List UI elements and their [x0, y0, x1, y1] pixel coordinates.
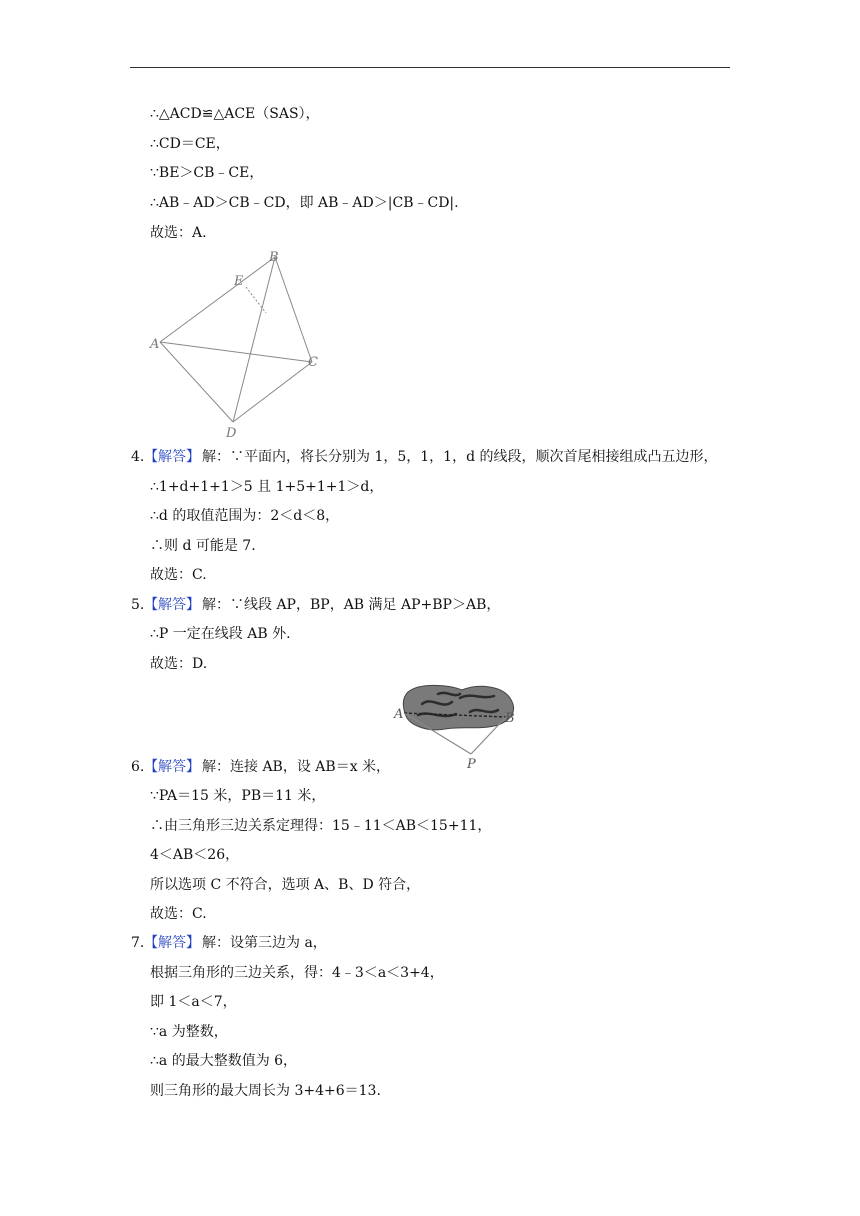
- text-line: 故选：A.: [150, 225, 207, 241]
- text-line: 根据三角形的三边关系，得：4﹣3＜a＜3+4，: [150, 965, 444, 981]
- text-line: 4＜AB＜26，: [150, 847, 240, 863]
- text-line: ∴P 一定在线段 AB 外.: [150, 626, 291, 642]
- text-line: ∴△ACD≌△ACE（SAS），: [150, 106, 320, 122]
- text-line: ∴a 的最大整数值为 6，: [150, 1053, 298, 1069]
- question-number: 7.: [131, 935, 145, 951]
- text-line: 解：设第三边为 a，: [202, 935, 327, 951]
- answer-tag: 【解答】: [144, 449, 200, 465]
- quadrilateral-figure: [140, 245, 340, 445]
- label-A: A: [394, 707, 404, 722]
- pond-figure: [390, 680, 530, 772]
- text-line: ∴由三角形三边关系定理得：15﹣11＜AB＜15+11，: [150, 818, 492, 834]
- label-B: B: [269, 250, 279, 265]
- text-line: 解：∵平面内，将长分别为 1，5，1，1，d 的线段，顺次首尾相接组成凸五边形，: [202, 449, 718, 465]
- text-line: 则三角形的最大周长为 3+4+6＝13.: [150, 1083, 381, 1099]
- question-number: 4.: [131, 449, 145, 465]
- label-A: A: [150, 337, 160, 352]
- text-line: 故选：D.: [150, 656, 208, 672]
- text-line: ∴1+d+1+1＞5 且 1+5+1+1＞d，: [150, 479, 384, 495]
- text-line: ∵a 为整数，: [150, 1024, 228, 1040]
- answer-tag: 【解答】: [144, 935, 200, 951]
- label-P: P: [467, 757, 476, 772]
- text-line: 所以选项 C 不符合，选项 A、B、D 符合，: [150, 877, 421, 893]
- text-line: ∴CD＝CE，: [150, 136, 230, 152]
- text-line: ∴AB﹣AD＞CB﹣CD，即 AB﹣AD＞|CB﹣CD|.: [150, 195, 459, 211]
- text-line: 故选：C.: [150, 906, 207, 922]
- text-line: ∵BE＞CB﹣CE，: [150, 165, 264, 181]
- question-number: 5.: [131, 597, 145, 613]
- header-rule: [130, 67, 730, 68]
- label-D: D: [226, 426, 237, 441]
- label-C: C: [308, 355, 318, 370]
- text-line: 故选：C.: [150, 567, 207, 583]
- label-B: B: [505, 711, 515, 726]
- text-line: 解：∵线段 AP，BP，AB 满足 AP+BP＞AB，: [202, 597, 501, 613]
- text-line: ∴d 的取值范围为：2＜d＜8，: [150, 508, 340, 524]
- text-line: 即 1＜a＜7，: [150, 994, 237, 1010]
- answer-tag: 【解答】: [144, 597, 200, 613]
- label-E: E: [234, 274, 244, 289]
- text-line: 解：连接 AB，设 AB＝x 米，: [202, 759, 391, 775]
- text-line: ∴则 d 可能是 7.: [150, 538, 256, 554]
- answer-tag: 【解答】: [144, 759, 200, 775]
- question-number: 6.: [131, 759, 145, 775]
- text-line: ∵PA＝15 米，PB＝11 米，: [150, 788, 326, 804]
